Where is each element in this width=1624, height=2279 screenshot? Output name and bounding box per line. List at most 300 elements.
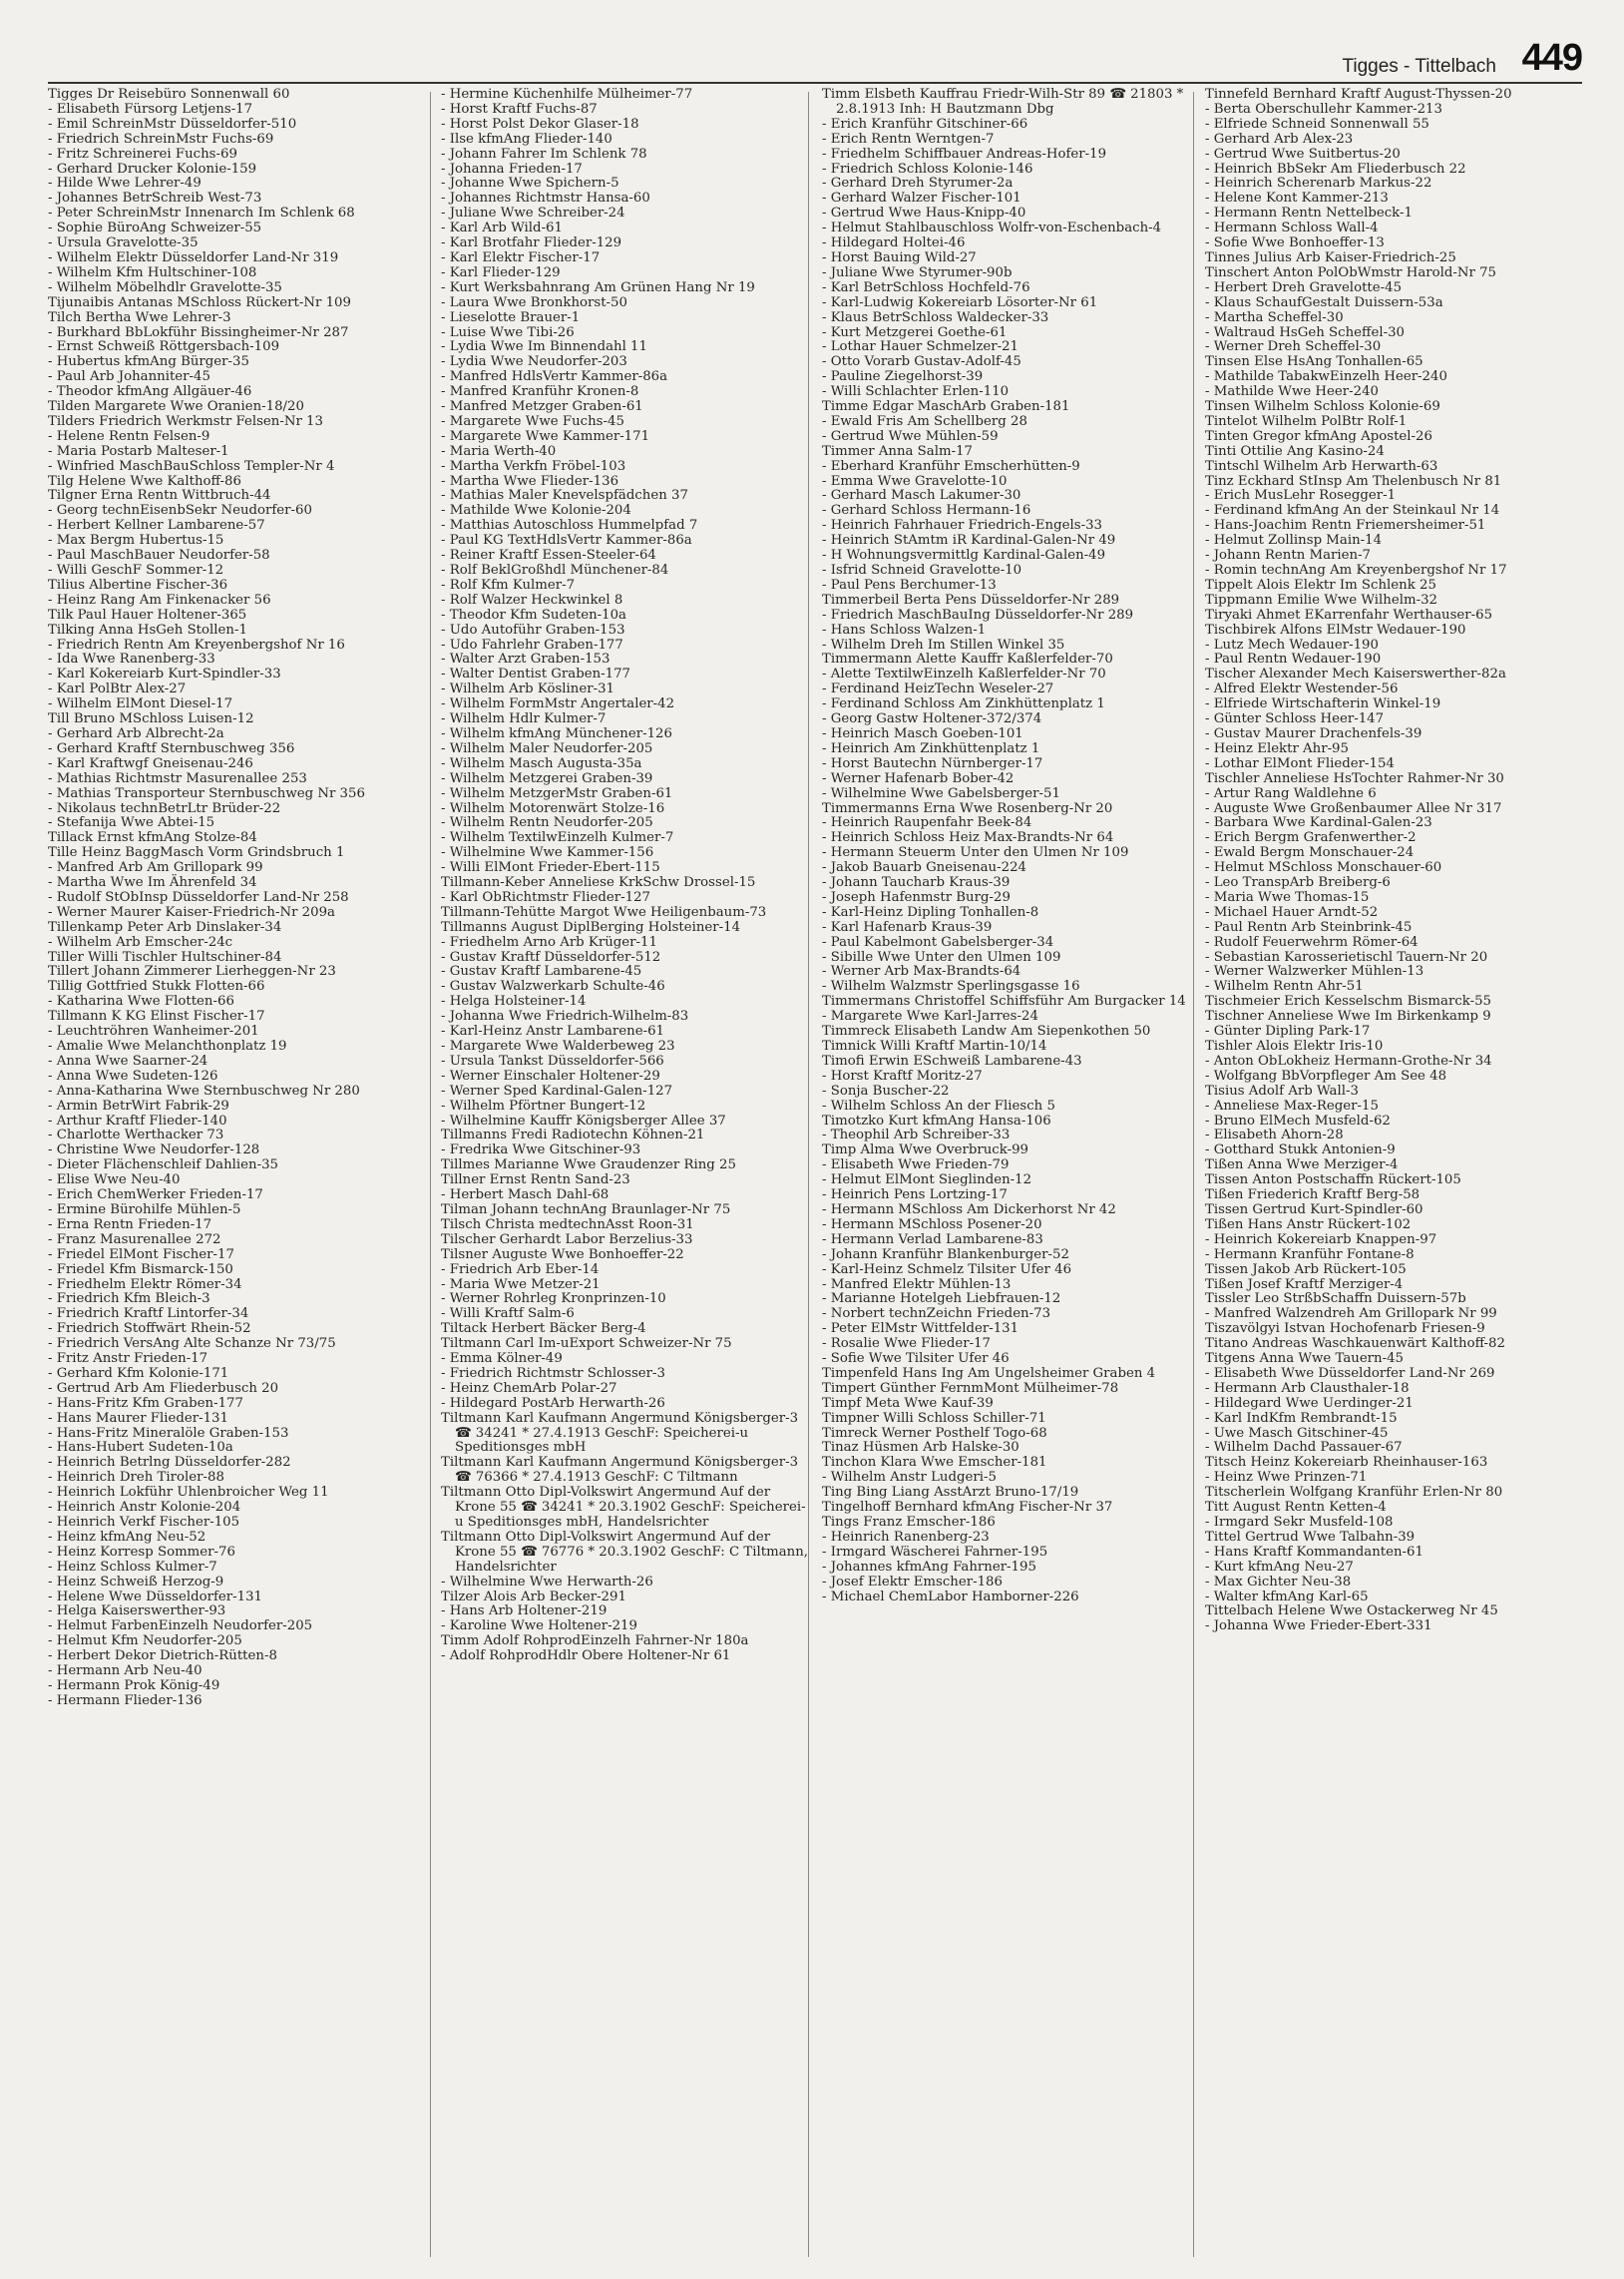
directory-entry: - Alfred Elektr Westender-56 [1205,682,1399,697]
directory-entry: - Sibille Wwe Unter den Ulmen 109 [822,949,1061,965]
directory-entry: - Erich Bergm Grafenwerther-2 [1205,830,1417,846]
directory-entry: Tißen Hans Anstr Rückert-102 [1205,1216,1412,1232]
directory-entry: - Gerhard Masch Lakumer-30 [822,488,1021,504]
directory-entry: Tinsen Wilhelm Schloss Kolonie-69 [1205,399,1440,415]
directory-entry: - Rolf Walzer Heckwinkel 8 [441,592,623,608]
directory-entry: Tintschl Wilhelm Arb Herwarth-63 [1205,458,1438,474]
directory-entry: Tippelt Alois Elektr Im Schlenk 25 [1205,577,1436,593]
directory-entry: - Emma Wwe Gravelotte-10 [822,473,1008,489]
directory-entry: Timpf Meta Wwe Kauf-39 [822,1395,994,1411]
directory-entry: Timofi Erwin ESchweiß Lambarene-43 [822,1053,1082,1069]
running-title: Tigges - Tittelbach [1342,56,1496,77]
directory-entry: - Michael ChemLabor Hamborner-226 [822,1589,1079,1604]
directory-entry: - Erich Rentn Werntgen-7 [822,131,995,147]
directory-entry: - Lutz Mech Wedauer-190 [1205,637,1379,653]
directory-entry: - Johanna Wwe Frieder-Ebert-331 [1205,1618,1432,1634]
directory-entry: - Martha Verkfn Fröbel-103 [441,458,626,474]
directory-entry: - Karl Brotfahr Flieder-129 [441,235,622,251]
directory-entry: - Laura Wwe Bronkhorst-50 [441,294,627,310]
directory-entry: - Willi GeschF Sommer-12 [48,563,224,578]
directory-entry: - Helmut FarbenEinzelh Neudorfer-205 [48,1618,313,1634]
directory-entry: Tilden Margarete Wwe Oranien-18/20 [48,399,304,415]
directory-entry: - Heinz Wwe Prinzen-71 [1205,1470,1368,1486]
directory-entry: - Heinrich Scherenarb Markus-22 [1205,176,1432,192]
directory-entry: - Leuchtröhren Wanheimer-201 [48,1024,259,1040]
directory-entry: - Wilhelm Maler Neudorfer-205 [441,740,653,756]
column-divider [808,92,809,2257]
directory-entry: - Ernst Schweiß Röttgersbach-109 [48,339,280,355]
directory-entry: Tillmann-Tehütte Margot Wwe Heiligenbaum-73 [441,904,767,920]
directory-entry: - Wilhelm Anstr Ludgeri-5 [822,1470,997,1486]
directory-entry: - Theodor kfmAng Allgäuer-46 [48,384,252,400]
directory-entry: - Georg technEisenbSekr Neudorfer-60 [48,503,312,519]
directory-entry: - Wilhelm Dachd Passauer-67 [1205,1440,1403,1456]
directory-entry: - Udo Fahrlehr Graben-177 [441,637,623,653]
directory-entry: - Friedhelm Arno Arb Krüger-11 [441,934,657,950]
directory-entry: Timnick Willi Kraftf Martin-10/14 [822,1039,1047,1054]
directory-entry: - Herbert Masch Dahl-68 [441,1187,609,1203]
directory-entry: - Friedrich MaschBauIng Düsseldorfer-Nr 289 [822,607,1134,623]
directory-entry: Tiltack Herbert Bäcker Berg-4 [441,1321,646,1337]
directory-entry: Tißen Friederich Kraftf Berg-58 [1205,1187,1421,1203]
directory-entry: - Gertrud Wwe Haus-Knipp-40 [822,206,1026,222]
directory-column-2 [441,88,812,2263]
directory-entry: - Hermann Prok König-49 [48,1677,220,1693]
directory-entry: Tissler Leo StrßbSchaffn Duissern-57b [1205,1291,1466,1307]
directory-entry: Tilius Albertine Fischer-36 [48,577,228,593]
directory-entry: Tilsch Christa medtechnAsst Roon-31 [441,1216,694,1232]
directory-entry: - Kurt kfmAng Neu-27 [1205,1559,1354,1575]
directory-entry: - Wilhelmine Wwe Kammer-156 [441,845,654,861]
directory-entry: - Ida Wwe Ranenberg-33 [48,652,215,668]
directory-entry: - Hans Kraftf Kommandanten-61 [1205,1544,1423,1560]
directory-entry: - Wilhelm Rentn Ahr-51 [1205,979,1364,995]
directory-entry: - Hermann Kranführ Fontane-8 [1205,1246,1415,1262]
directory-entry: - Gustav Maurer Drachenfels-39 [1205,725,1422,741]
directory-entry: Tinnes Julius Arb Kaiser-Friedrich-25 [1205,249,1456,265]
directory-entry: - Heinrich Fahrhauer Friedrich-Engels-33 [822,518,1102,534]
directory-entry: - Hubertus kfmAng Bürger-35 [48,354,249,370]
directory-entry: - Wilhelm Kfm Hultschiner-108 [48,264,257,280]
directory-entry: - Ferdinand HeizTechn Weseler-27 [822,682,1054,697]
directory-entry: Tilking Anna HsGeh Stollen-1 [48,622,247,638]
directory-entry: - Gustav Walzwerkarb Schulte-46 [441,979,665,995]
directory-entry: - Maria Postarb Malteser-1 [48,443,229,459]
directory-entry: Tillmanns Fredi Radiotechn Köhnen-21 [441,1128,705,1143]
directory-entry: - Wilhelm MetzgerMstr Graben-61 [441,785,673,801]
directory-entry: - Arthur Kraftf Flieder-140 [48,1113,227,1129]
directory-entry: - Walter Dentist Graben-177 [441,667,631,683]
directory-entry: - Wilhelm Hdlr Kulmer-7 [441,711,607,727]
directory-entry: - Wilhelm FormMstr Angertaler-42 [441,696,675,712]
directory-entry: - Juliane Wwe Schreiber-24 [441,206,625,222]
directory-entry: - Wilhelm Arb Emscher-24c [48,934,233,950]
directory-entry: - Gerhard Arb Albrecht-2a [48,725,224,741]
column-divider [430,92,431,2257]
directory-entry: - Willi ElMont Frieder-Ebert-115 [441,860,660,876]
directory-entry: - Luise Wwe Tibi-26 [441,324,575,340]
directory-column-4 [1205,88,1576,2263]
directory-entry: - Rolf BeklGroßhdl Münchener-84 [441,563,669,578]
directory-entry: - Manfred Kranführ Kronen-8 [441,384,639,400]
directory-entry: Tiryaki Ahmet EKarrenfahr Werthauser-65 [1205,607,1493,623]
directory-entry: - Helga Holsteiner-14 [441,994,587,1010]
directory-entry: - Hermann Steuerm Unter den Ulmen Nr 109 [822,845,1129,861]
directory-entry: Tiltmann Otto Dipl-Volkswirt Angermund Auf der Krone 55 ☎ 76776 * 20.3.1902 GeschF: C Tiltmann, Handelsrichter [441,1529,808,1575]
directory-entry: - Heinrich Anstr Kolonie-204 [48,1500,241,1516]
directory-column-3 [822,88,1193,2263]
directory-entry: - Friedrich Schloss Kolonie-146 [822,161,1033,177]
directory-entry: - Horst Kraftf Fuchs-87 [441,101,598,117]
directory-entry: - Heinrich Kokereiarb Knappen-97 [1205,1231,1437,1247]
directory-entry: Tingelhoff Bernhard kfmAng Fischer-Nr 37 [822,1500,1113,1516]
directory-entry: - Heinrich Pens Lortzing-17 [822,1187,1008,1203]
directory-entry: - Wilhelm ElMont Diesel-17 [48,696,233,712]
directory-entry: Tittel Gertrud Wwe Talbahn-39 [1205,1529,1416,1545]
directory-entry: Tissen Gertrud Kurt-Spindler-60 [1205,1201,1423,1217]
directory-entry: - Manfred HdlsVertr Kammer-86a [441,369,668,385]
directory-entry: - Nikolaus technBetrLtr Brüder-22 [48,800,281,816]
directory-entry: - Erich ChemWerker Frieden-17 [48,1187,263,1203]
directory-entry: - Kurt Metzgerei Goethe-61 [822,324,1008,340]
directory-entry: - Norbert technZeichn Frieden-73 [822,1306,1051,1322]
directory-entry: - Romin technAng Am Kreyenbergshof Nr 17 [1205,563,1507,578]
directory-entry: - Wilhelm Elektr Düsseldorfer Land-Nr 319 [48,249,339,265]
directory-entry: - Werner Hafenarb Bober-42 [822,770,1015,786]
directory-entry: Tinten Gregor kfmAng Apostel-26 [1205,428,1432,444]
directory-entry: - Karl Flieder-129 [441,264,561,280]
directory-entry: - Paul KG TextHdlsVertr Kammer-86a [441,533,692,549]
directory-entry: Titsch Heinz Kokereiarb Rheinhauser-163 [1205,1455,1488,1471]
directory-entry: - Friedel Kfm Bismarck-150 [48,1261,233,1277]
directory-entry: Timm Elsbeth Kauffrau Friedr-Wilh-Str 89 ☎ 21803 * 2.8.1913 Inh: H Bautzmann Dbg [822,88,1184,117]
directory-entry: - Heinrich Ranenberg-23 [822,1529,990,1545]
directory-entry: - Karl Hafenarb Kraus-39 [822,919,993,935]
directory-entry: - Artur Rang Waldlehne 6 [1205,785,1377,801]
directory-entry: - Karl Elektr Fischer-17 [441,249,601,265]
directory-entry: - Günter Dipling Park-17 [1205,1024,1371,1040]
directory-entry: - Hermine Küchenhilfe Mülheimer-77 [441,88,693,102]
directory-entry: Tilg Helene Wwe Kalthoff-86 [48,473,241,489]
directory-entry: Tille Heinz BaggMasch Vorm Grindsbruch 1 [48,845,345,861]
directory-entry: - Stefanija Wwe Abtei-15 [48,815,215,831]
directory-entry: - Hermann Schloss Wall-4 [1205,221,1379,236]
directory-entry: - Elise Wwe Neu-40 [48,1172,181,1188]
directory-entry: - Elfriede Schneid Sonnenwall 55 [1205,116,1429,132]
directory-entry: - Karl-Heinz Anstr Lambarene-61 [441,1024,664,1040]
directory-entry: - Gerhard Arb Alex-23 [1205,131,1354,147]
directory-entry: Tissen Jakob Arb Rückert-105 [1205,1261,1407,1277]
directory-entry: - Wilhelmine Wwe Gabelsberger-51 [822,785,1060,801]
directory-entry: - Sofie Wwe Bonhoeffer-13 [1205,235,1385,251]
directory-entry: - Barbara Wwe Kardinal-Galen-23 [1205,815,1432,831]
directory-entry: - Martha Wwe Im Ährenfeld 34 [48,875,257,891]
directory-entry: - Willi Schlachter Erlen-110 [822,384,1010,400]
directory-entry: - Helmut Kfm Neudorfer-205 [48,1633,242,1649]
directory-entry: - Mathias Maler Knevelspfädchen 37 [441,488,688,504]
directory-entry: - Johannes Richtmstr Hansa-60 [441,191,650,207]
directory-entry: - Wilhelm TextilwEinzelh Kulmer-7 [441,830,674,846]
directory-entry: - Johanne Wwe Spichern-5 [441,176,619,192]
directory-entry: - Auguste Wwe Großenbaumer Allee Nr 317 [1205,800,1502,816]
directory-entry: Tischner Anneliese Wwe Im Birkenkamp 9 [1205,1009,1491,1025]
directory-entry: - Wilhelm Arb Kösliner-31 [441,682,614,697]
directory-entry: - Horst Bautechn Nürnberger-17 [822,755,1043,771]
directory-entry: - Anna-Katharina Wwe Sternbuschweg Nr 280 [48,1083,360,1099]
directory-entry: - Friedrich Rentn Am Kreyenbergshof Nr 16 [48,637,345,653]
directory-entry: Tissen Anton Postschaffn Rückert-105 [1205,1172,1461,1188]
directory-entry: - Margarete Wwe Karl-Jarres-24 [822,1009,1038,1025]
directory-entry: - Hermann Flieder-136 [48,1692,203,1708]
directory-entry: - Gertrud Arb Am Fliederbusch 20 [48,1380,279,1396]
directory-entry: - Helga Kaiserswerther-93 [48,1603,226,1619]
directory-entry: - Ferdinand Schloss Am Zinkhüttenplatz 1 [822,696,1105,712]
directory-entry: Tinti Ottilie Ang Kasino-24 [1205,443,1385,459]
directory-entry: - Hans-Fritz Kfm Graben-177 [48,1395,243,1411]
directory-entry: - Wilhelmine Kauffr Königsberger Allee 37 [441,1113,726,1129]
directory-entry: - Johann Rentn Marien-7 [1205,548,1372,564]
directory-entry: - Karl Kraftwgf Gneisenau-246 [48,755,253,771]
directory-entry: - Heinz Schloss Kulmer-7 [48,1559,217,1575]
directory-entry: - Werner Walzwerker Mühlen-13 [1205,964,1424,980]
directory-entry: Tings Franz Emscher-186 [822,1515,996,1530]
directory-entry: - Johannes kfmAng Fahrner-195 [822,1559,1036,1575]
directory-entry: - Heinrich Am Zinkhüttenplatz 1 [822,740,1040,756]
directory-entry: Tijunaibis Antanas MSchloss Rückert-Nr 109 [48,294,351,310]
directory-entry: Tillig Gottfried Stukk Flotten-66 [48,979,265,995]
directory-entry: - Anton ObLokheiz Hermann-Grothe-Nr 34 [1205,1053,1492,1069]
directory-entry: - Anna Wwe Saarner-24 [48,1053,208,1069]
directory-entry: - Hildegard Holtei-46 [822,235,966,251]
directory-entry: - Hans-Joachim Rentn Friemersheimer-51 [1205,518,1486,534]
directory-entry: - Mathias Transporteur Sternbuschweg Nr 356 [48,785,365,801]
directory-entry: - Wolfgang BbVorpfleger Am See 48 [1205,1068,1447,1084]
directory-entry: - Adolf RohprodHdlr Obere Holtener-Nr 61 [441,1648,731,1664]
directory-entry: - Rolf Kfm Kulmer-7 [441,577,576,593]
directory-entry: - Josef Elektr Emscher-186 [822,1574,1003,1590]
directory-entry: - Paul Kabelmont Gabelsberger-34 [822,934,1054,950]
directory-entry: - Karl Arb Wild-61 [441,221,563,236]
directory-entry: Tinnefeld Bernhard Kraftf August-Thyssen-20 [1205,88,1512,102]
directory-entry: - Juliane Wwe Styrumer-90b [822,264,1013,280]
directory-entry: - Klaus SchaufGestalt Duissern-53a [1205,294,1443,310]
directory-entry: - Lydia Wwe Neudorfer-203 [441,354,627,370]
directory-entry: - Wilhelm kfmAng Münchener-126 [441,725,672,741]
directory-entry: - Elisabeth Wwe Frieden-79 [822,1157,1010,1173]
directory-entry: - Hermann Verlad Lambarene-83 [822,1231,1043,1247]
directory-entry: - Herbert Dekor Dietrich-Rütten-8 [48,1648,277,1664]
directory-entry: Tiszavölgyi Istvan Hochofenarb Friesen-9 [1205,1321,1485,1337]
directory-entry: - Werner Dreh Scheffel-30 [1205,339,1382,355]
directory-entry: - Emma Kölner-49 [441,1351,563,1367]
directory-entry: - Heinz kfmAng Neu-52 [48,1529,206,1545]
directory-entry: - Heinz Rang Am Finkenacker 56 [48,592,271,608]
directory-entry: Timp Alma Wwe Overbruck-99 [822,1142,1028,1158]
directory-entry: - Pauline Ziegelhorst-39 [822,369,984,385]
directory-entry: - H Wohnungsvermittlg Kardinal-Galen-49 [822,548,1106,564]
directory-entry: - Ermine Bürohilfe Mühlen-5 [48,1201,241,1217]
directory-entry: - Friedrich Arb Eber-14 [441,1261,600,1277]
directory-entry: - Dieter Flächenschleif Dahlien-35 [48,1157,279,1173]
page-number: 449 [1521,37,1582,79]
directory-entry: - Johannes BetrSchreib West-73 [48,191,262,207]
directory-entry: - Hermann Rentn Nettelbeck-1 [1205,206,1413,222]
directory-entry: - Klaus BetrSchloss Waldecker-33 [822,309,1049,325]
directory-entry: Tillmann-Keber Anneliese KrkSchw Drossel-15 [441,875,756,891]
directory-entry: - Wilhelm Schloss An der Fliesch 5 [822,1098,1055,1114]
directory-entry: Tißen Anna Wwe Merziger-4 [1205,1157,1399,1173]
directory-entry: - Willi Kraftf Salm-6 [441,1306,575,1322]
directory-entry: - Heinrich Betrlng Düsseldorfer-282 [48,1455,291,1471]
directory-entry: - Burkhard BbLokführ Bissingheimer-Nr 287 [48,324,349,340]
directory-entry: Ting Bing Liang AsstArzt Bruno-17/19 [822,1485,1079,1501]
directory-entry: - Ursula Tankst Düsseldorfer-566 [441,1053,664,1069]
directory-entry: - Armin BetrWirt Fabrik-29 [48,1098,229,1114]
directory-entry: - Hermann MSchloss Posener-20 [822,1216,1042,1232]
directory-entry: - Irmgard Wäscherei Fahrner-195 [822,1544,1048,1560]
directory-entry: - Theophil Arb Schreiber-33 [822,1128,1011,1143]
directory-entry: Tillack Ernst kfmAng Stolze-84 [48,830,257,846]
directory-entry: Tinchon Klara Wwe Emscher-181 [822,1455,1047,1471]
directory-entry: Tinschert Anton PolObWmstr Harold-Nr 75 [1205,264,1497,280]
directory-entry: - Sonja Buscher-22 [822,1083,950,1099]
directory-entry: - Jakob Bauarb Gneisenau-224 [822,860,1026,876]
directory-entry: Tisius Adolf Arb Wall-3 [1205,1083,1359,1099]
directory-entry: - Franz Masurenallee 272 [48,1231,221,1247]
directory-entry: - Werner Sped Kardinal-Galen-127 [441,1083,673,1099]
directory-entry: - Herbert Dreh Gravelotte-45 [1205,279,1403,295]
directory-entry: - Hans-Hubert Sudeten-10a [48,1440,233,1456]
directory-entry: Timme Edgar MaschArb Graben-181 [822,399,1070,415]
directory-entry: Tilscher Gerhardt Labor Berzelius-33 [441,1231,693,1247]
directory-entry: - Heinz Elektr Ahr-95 [1205,740,1349,756]
directory-entry: - Heinrich Dreh Tiroler-88 [48,1470,224,1486]
directory-entry: Timmerbeil Berta Pens Düsseldorfer-Nr 289 [822,592,1120,608]
directory-entry: Tiller Willi Tischler Hultschiner-84 [48,949,282,965]
directory-entry: Timpner Willi Schloss Schiller-71 [822,1410,1046,1426]
directory-entry: - Ferdinand kfmAng An der Steinkaul Nr 14 [1205,503,1500,519]
directory-entry: - Max Bergm Hubertus-15 [48,533,224,549]
directory-entry: Timmermanns Erna Wwe Rosenberg-Nr 20 [822,800,1113,816]
directory-entry: Tiltmann Karl Kaufmann Angermund Königsberger-3 ☎ 34241 * 27.4.1913 GeschF: Speicherei-u Speditionsges mbH [441,1410,799,1456]
directory-entry: - Peter ElMstr Wittfelder-131 [822,1321,1019,1337]
directory-entry: - Manfred Walzendreh Am Grillopark Nr 99 [1205,1306,1497,1322]
directory-entry: - Margarete Wwe Walderbeweg 23 [441,1039,675,1054]
directory-entry: - Lieselotte Brauer-1 [441,309,581,325]
directory-entry: Timotzko Kurt kfmAng Hansa-106 [822,1113,1051,1129]
directory-entry: - Sophie BüroAng Schweizer-55 [48,221,262,236]
directory-entry: - Karl IndKfm Rembrandt-15 [1205,1410,1398,1426]
directory-entry: - Erich Kranführ Gitschiner-66 [822,116,1028,132]
directory-entry: - Lothar Hauer Schmelzer-21 [822,339,1019,355]
directory-entry: - Margarete Wwe Fuchs-45 [441,413,624,429]
directory-entry: - Maria Wwe Thomas-15 [1205,889,1370,905]
directory-entry: - Wilhelm Pförtner Bungert-12 [441,1098,646,1114]
directory-entry: - Marianne Hotelgeh Liebfrauen-12 [822,1291,1061,1307]
directory-entry: Tippmann Emilie Wwe Wilhelm-32 [1205,592,1437,608]
directory-entry: - Sebastian Karosserietischl Tauern-Nr 20 [1205,949,1488,965]
directory-entry: - Uwe Masch Gitschiner-45 [1205,1425,1389,1441]
directory-entry: - Gerhard Kraftf Sternbuschweg 356 [48,740,295,756]
directory-entry: - Amalie Wwe Melanchthonplatz 19 [48,1039,287,1054]
directory-entry: - Theodor Kfm Sudeten-10a [441,607,626,623]
directory-entry: - Gertrud Wwe Suitbertus-20 [1205,146,1401,162]
directory-entry: - Friedrich Stoffwärt Rhein-52 [48,1321,251,1337]
directory-entry: - Hermann Arb Neu-40 [48,1663,203,1679]
directory-entry: - Friedel ElMont Fischer-17 [48,1246,234,1262]
directory-entry: Tinaz Hüsmen Arb Halske-30 [822,1440,1019,1456]
directory-entry: Tittelbach Helene Wwe Ostackerweg Nr 45 [1205,1603,1498,1619]
directory-entry: Tilsner Auguste Wwe Bonhoeffer-22 [441,1246,684,1262]
directory-entry: - Alette TextilwEinzelh Kaßlerfelder-Nr 70 [822,667,1106,683]
directory-entry: Titano Andreas Waschkauenwärt Kalthoff-82 [1205,1336,1505,1352]
directory-entry: Tilzer Alois Arb Becker-291 [441,1589,626,1604]
directory-columns [48,88,1584,2263]
directory-entry: - Winfried MaschBauSchloss Templer-Nr 4 [48,458,335,474]
directory-entry: - Katharina Wwe Flotten-66 [48,994,234,1010]
directory-entry: - Paul Rentn Wedauer-190 [1205,652,1382,668]
directory-entry: Tißen Josef Kraftf Merziger-4 [1205,1276,1404,1292]
directory-entry: - Paul Rentn Arb Steinbrink-45 [1205,919,1413,935]
directory-entry: - Karl-Heinz Dipling Tonhallen-8 [822,904,1039,920]
directory-entry: - Heinz Korresp Sommer-76 [48,1544,235,1560]
directory-entry: - Manfred Arb Am Grillopark 99 [48,860,263,876]
directory-entry: Till Bruno MSchloss Luisen-12 [48,711,254,727]
directory-entry: Tillert Johann Zimmerer Lierheggen-Nr 23 [48,964,336,980]
directory-entry: Tilders Friedrich Werkmstr Felsen-Nr 13 [48,413,323,429]
directory-entry: - Friedrich Richtmstr Schlosser-3 [441,1365,665,1381]
directory-entry: - Wilhelm Walzmstr Sperlingsgasse 16 [822,979,1080,995]
directory-entry: - Heinrich Raupenfahr Beek-84 [822,815,1032,831]
directory-entry: - Anna Wwe Sudeten-126 [48,1068,218,1084]
directory-entry: - Heinrich Schloss Heiz Max-Brandts-Nr 64 [822,830,1114,846]
directory-entry: - Gustav Kraftf Düsseldorfer-512 [441,949,661,965]
directory-entry: Tillmes Marianne Wwe Graudenzer Ring 25 [441,1157,736,1173]
directory-entry: - Friedrich Kfm Bleich-3 [48,1291,210,1307]
directory-entry: - Karl-Ludwig Kokereiarb Lösorter-Nr 61 [822,294,1098,310]
directory-entry: - Hans Schloss Walzen-1 [822,622,987,638]
directory-entry: Tillmann K KG Elinst Fischer-17 [48,1009,265,1025]
directory-entry: - Johann Fahrer Im Schlenk 78 [441,146,647,162]
directory-entry: - Friedrich SchreinMstr Fuchs-69 [48,131,274,147]
directory-entry: - Helmut Stahlbauschloss Wolfr-von-Eschenbach-4 [822,221,1162,236]
directory-entry: - Karl ObRichtmstr Flieder-127 [441,889,651,905]
directory-entry: - Karl BetrSchloss Hochfeld-76 [822,279,1030,295]
directory-entry: - Udo Autoführ Graben-153 [441,622,625,638]
directory-entry: - Rosalie Wwe Flieder-17 [822,1336,991,1352]
directory-entry: - Helene Kont Kammer-213 [1205,191,1389,207]
directory-entry: - Heinrich Masch Goeben-101 [822,725,1023,741]
directory-entry: - Bruno ElMech Musfeld-62 [1205,1113,1391,1129]
directory-entry: Tishler Alois Elektr Iris-10 [1205,1039,1384,1054]
directory-entry: - Christine Wwe Neudorfer-128 [48,1142,260,1158]
directory-entry: - Wilhelmine Wwe Herwarth-26 [441,1574,653,1590]
directory-entry: - Otto Vorarb Gustav-Adolf-45 [822,354,1021,370]
directory-entry: - Wilhelm Dreh Im Stillen Winkel 35 [822,637,1065,653]
page-header [48,38,1582,84]
directory-entry: Tillenkamp Peter Arb Dinslaker-34 [48,919,282,935]
directory-entry: Timmreck Elisabeth Landw Am Siepenkothen 50 [822,1024,1151,1040]
directory-entry: - Elfriede Wirtschafterin Winkel-19 [1205,696,1441,712]
directory-entry: - Ursula Gravelotte-35 [48,235,199,251]
directory-entry: - Anneliese Max-Reger-15 [1205,1098,1379,1114]
directory-entry: - Berta Oberschullehr Kammer-213 [1205,101,1442,117]
directory-entry: Tinz Eckhard StInsp Am Thelenbusch Nr 81 [1205,473,1502,489]
directory-entry: Timreck Werner Posthelf Togo-68 [822,1425,1047,1441]
directory-entry: - Friedrich VersAng Alte Schanze Nr 73/75 [48,1336,336,1352]
directory-entry: Timmer Anna Salm-17 [822,443,973,459]
directory-entry: - Helmut MSchloss Monschauer-60 [1205,860,1442,876]
